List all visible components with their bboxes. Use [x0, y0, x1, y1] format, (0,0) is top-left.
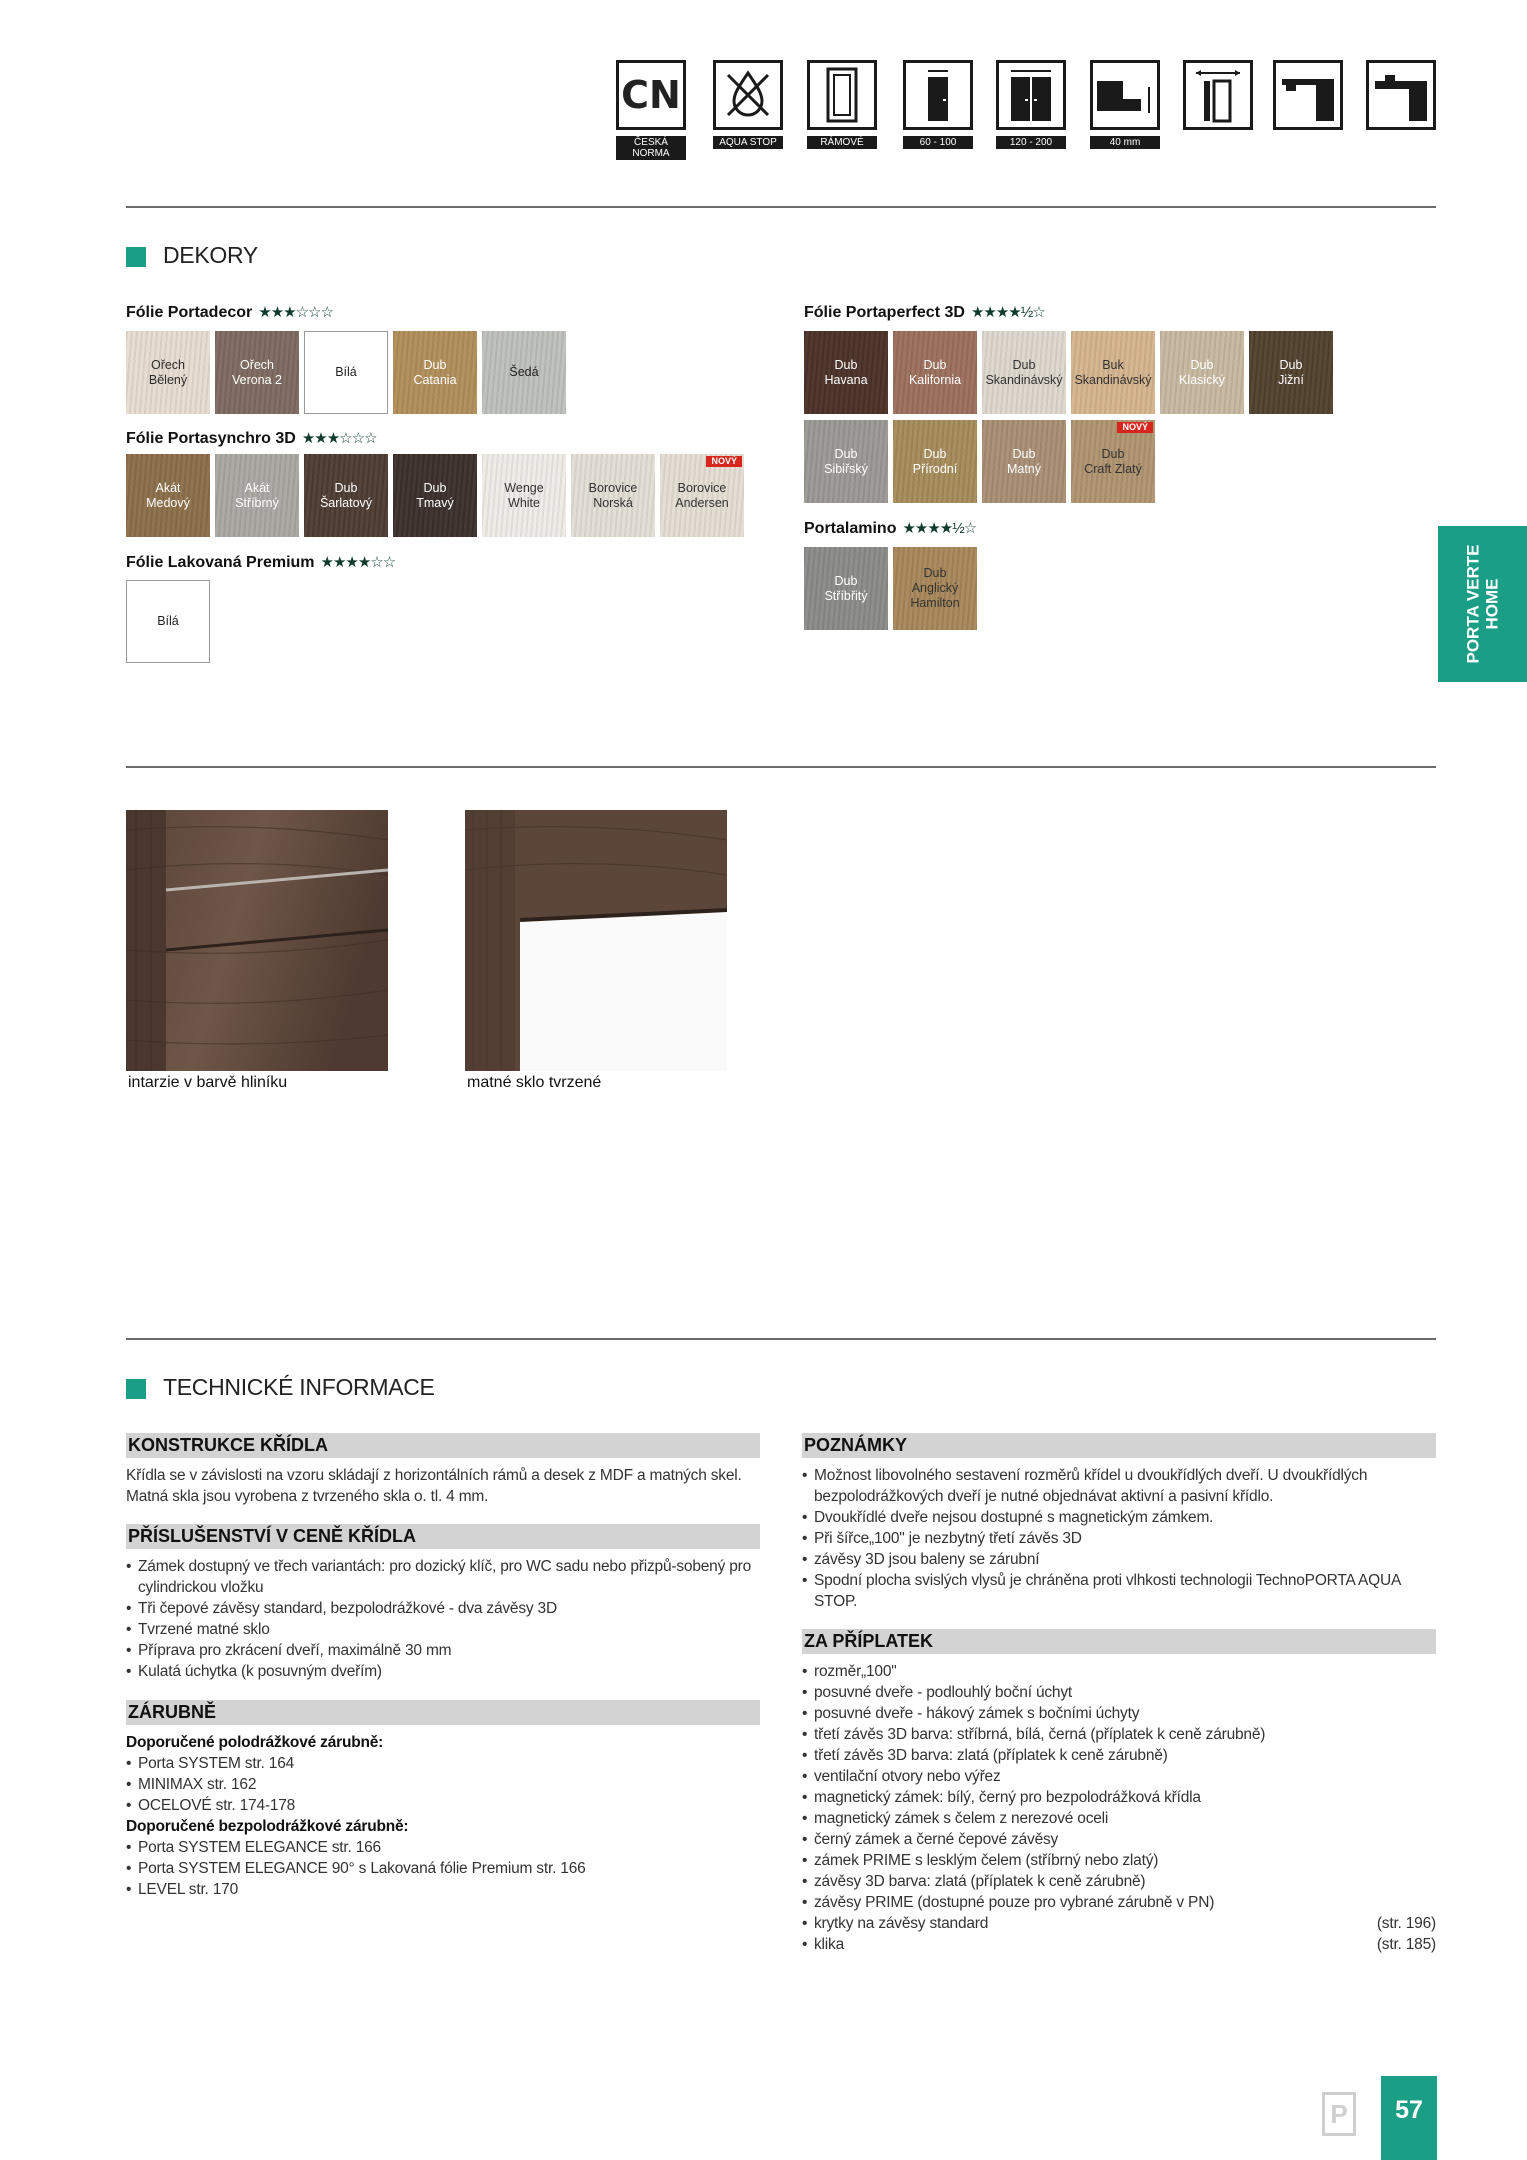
list-item: • Porta SYSTEM ELEGANCE 90° s Lakovaná fólie Premium str. 166: [126, 1858, 760, 1879]
swatch-lakovana-0: [126, 580, 210, 663]
list-item: • posuvné dveře - podlouhlý boční úchyt: [802, 1682, 1436, 1703]
list-item: • MINIMAX str. 162: [126, 1774, 760, 1795]
heading-priplatek: ZA PŘÍPLATEK: [802, 1629, 1436, 1654]
thickness-icon: [1090, 60, 1160, 130]
section-title-tech: TECHNICKÉ INFORMACE: [163, 1374, 435, 1400]
swatch-label: Dub Kalifornia: [908, 357, 962, 387]
swatch-portasynchro-2: [304, 454, 388, 537]
list-item: • zámek PRIME s lesklým čelem (stříbrný nebo zlatý): [802, 1850, 1436, 1871]
swatch-label: Dub Jižní: [1278, 357, 1304, 387]
prislusenstvi-list: [126, 1556, 760, 1682]
priplatek-list: [802, 1661, 1436, 1955]
swatch-portadecor-4: [482, 331, 566, 414]
swatch-label: Akát Stříbrný: [235, 480, 279, 510]
group-title-portadecor: Fólie Portadecor ★★★☆☆☆: [126, 304, 333, 321]
zarubne-list-1: [126, 1753, 760, 1816]
list-item: • Při šířce„100" je nezbytný třetí závěs 3D: [802, 1528, 1436, 1549]
swatch-label: Ořech Bělený: [148, 357, 188, 387]
swatch-portaperfect-4: [1160, 331, 1244, 414]
page-reference: (str. 185): [1376, 1936, 1436, 1953]
list-item: • LEVEL str. 170: [126, 1879, 760, 1900]
group-title-portaperfect: Fólie Portaperfect 3D ★★★★½☆: [804, 304, 1045, 321]
swatch-label: Dub Anglický Hamilton: [910, 566, 960, 610]
swatch-label: Akát Medový: [146, 480, 190, 510]
swatch-portasynchro-3: [393, 454, 477, 537]
list-item: • OCELOVÉ str. 174-178: [126, 1795, 760, 1816]
swatch-portaperfect-0: [804, 331, 888, 414]
new-badge: NOVÝ: [1117, 422, 1153, 433]
list-item: • Dvoukřídlé dveře nejsou dostupné s magnetickým zámkem.: [802, 1507, 1436, 1528]
swatch-label: Dub Catania: [413, 357, 457, 387]
rating-stars: ★★★☆☆☆: [301, 430, 377, 447]
rating-stars: ★★★★½☆: [970, 304, 1045, 321]
list-item: • Tvrzené matné sklo: [126, 1619, 760, 1640]
divider: [126, 206, 1436, 208]
swatch-label: Dub Matný: [1006, 446, 1042, 476]
side-tab: [1438, 526, 1527, 682]
frame-door-icon: [807, 60, 877, 130]
list-item-text: • krytky na závěsy standard: [814, 1915, 989, 1932]
heading-zarubne: ZÁRUBNĚ: [126, 1700, 760, 1725]
rebate-frame-icon: [1273, 60, 1343, 130]
rating-stars: ★★★★½☆: [902, 520, 977, 537]
list-item: • Tři čepové závěsy standard, bezpolodrážkové - dva závěsy 3D: [126, 1598, 760, 1619]
heading-poznamky: POZNÁMKY: [802, 1433, 1436, 1458]
cn-icon: CN: [616, 60, 686, 130]
list-item: • magnetický zámek s čelem z nerezové oceli: [802, 1808, 1436, 1829]
list-item: [802, 1934, 1436, 1955]
icon-caption: 40 mm: [1090, 136, 1160, 149]
swatch-portaperfect-7: [893, 420, 977, 503]
list-item: • Kulatá úchytka (k posuvným dveřím): [126, 1661, 760, 1682]
list-item: • magnetický zámek: bílý, černý pro bezpolodrážková křídla: [802, 1787, 1436, 1808]
list-item: • Zámek dostupný ve třech variantách: pro dozický klíč, pro WC sadu nebo přizpů-sobený pro cylindrickou vložku: [126, 1556, 760, 1598]
aqua-stop-icon: [713, 60, 783, 130]
swatch-portasynchro-0: [126, 454, 210, 537]
swatch-portalamino-1: [893, 547, 977, 630]
swatch-label: Ořech Verona 2: [231, 357, 283, 387]
icon-caption: 60 - 100: [903, 136, 973, 149]
heading-prislusenstvi: PŘÍSLUŠENSTVÍ V CENĚ KŘÍDLA: [126, 1524, 760, 1549]
swatch-label: Wenge White: [504, 480, 544, 510]
swatch-label: Dub Craft Zlatý: [1084, 446, 1142, 476]
list-item: • Porta SYSTEM str. 164: [126, 1753, 760, 1774]
new-badge: NOVÝ: [706, 456, 742, 467]
list-item: • závěsy 3D barva: zlatá (příplatek k ceně zárubně): [802, 1871, 1436, 1892]
swatch-label: Dub Havana: [824, 357, 868, 387]
list-item-text: • klika: [814, 1936, 845, 1953]
swatch-label: Buk Skandinávský: [1074, 357, 1152, 387]
photo-aluminium-inlay: [126, 810, 388, 1071]
section-marker: [126, 1379, 146, 1399]
swatch-label: Borovice Norská: [588, 480, 638, 510]
swatch-label: Borovice Andersen: [675, 480, 729, 510]
swatch-portadecor-3: [393, 331, 477, 414]
icon-caption: RÁMOVÉ: [807, 136, 877, 149]
rating-stars: ★★★☆☆☆: [258, 304, 333, 321]
list-item: • rozměr„100": [802, 1661, 1436, 1682]
swatch-portadecor-1: [215, 331, 299, 414]
porta-logo: P: [1322, 2092, 1356, 2136]
sliding-door-icon: [1183, 60, 1253, 130]
double-door-icon: [996, 60, 1066, 130]
konstrukce-text: Křídla se v závislosti na vzoru skládají z horizontálních rámů a desek z MDF a matných skel. Matná skla jsou vyrobena z tvrzeného skla o. tl. 4 mm.: [126, 1467, 742, 1505]
swatch-label: Dub Klasický: [1179, 357, 1225, 387]
zarubne-block: [126, 1732, 760, 1900]
swatch-label: Dub Skandinávský: [985, 357, 1063, 387]
swatch-label: Dub Stříbřitý: [824, 573, 868, 603]
list-item: [802, 1913, 1436, 1934]
flush-frame-icon: [1366, 60, 1436, 130]
swatch-portasynchro-4: [482, 454, 566, 537]
swatch-label: Dub Sibiřský: [824, 446, 868, 476]
swatch-portaperfect-6: [804, 420, 888, 503]
divider: [126, 1338, 1436, 1340]
photo-matte-glass: [465, 810, 727, 1071]
rating-stars: ★★★★☆☆: [320, 554, 396, 571]
single-door-icon: [903, 60, 973, 130]
swatch-label: Bílá: [157, 614, 179, 628]
list-item: • třetí závěs 3D barva: zlatá (příplatek k ceně zárubně): [802, 1745, 1436, 1766]
divider: [126, 766, 1436, 768]
group-title-portalamino: Portalamino ★★★★½☆: [804, 520, 977, 537]
photo-caption: matné sklo tvrzené: [467, 1074, 602, 1091]
icon-caption: 120 - 200: [996, 136, 1066, 149]
swatch-portasynchro-1: [215, 454, 299, 537]
list-item: • Spodní plocha svislých vlysů je chráněna proti vlhkosti technologii TechnoPORTA AQUA STOP.: [802, 1570, 1436, 1612]
swatch-portaperfect-2: [982, 331, 1066, 414]
list-item: • závěsy PRIME (dostupné pouze pro vybrané zárubně v PN): [802, 1892, 1436, 1913]
side-tab-label: PORTA VERTE HOME: [1463, 544, 1502, 664]
photo-caption: intarzie v barvě hliníku: [128, 1074, 288, 1091]
icon-caption: AQUA STOP: [713, 136, 783, 149]
list-item: • Porta SYSTEM ELEGANCE str. 166: [126, 1837, 760, 1858]
swatch-portaperfect-1: [893, 331, 977, 414]
zarubne-heading-2: Doporučené bezpolodrážkové zárubně:: [126, 1818, 409, 1835]
swatch-portaperfect-9: [1071, 420, 1155, 503]
swatch-label: Dub Šarlatový: [319, 480, 373, 510]
swatch-label: Dub Tmavý: [416, 480, 454, 510]
swatch-portaperfect-5: [1249, 331, 1333, 414]
list-item: • třetí závěs 3D barva: stříbrná, bílá, černá (příplatek k ceně zárubně): [802, 1724, 1436, 1745]
heading-konstrukce: KONSTRUKCE KŘÍDLA: [126, 1433, 760, 1458]
group-title-portasynchro: Fólie Portasynchro 3D ★★★☆☆☆: [126, 430, 377, 447]
swatch-portalamino-0: [804, 547, 888, 630]
swatch-label: Dub Přírodní: [912, 446, 958, 476]
page-reference: (str. 196): [1376, 1915, 1436, 1932]
zarubne-list-2: [126, 1837, 760, 1900]
list-item: • ventilační otvory nebo výřez: [802, 1766, 1436, 1787]
section-marker: [126, 247, 146, 267]
swatch-label: Bílá: [335, 365, 357, 379]
list-item: • černý zámek a černé čepové závěsy: [802, 1829, 1436, 1850]
list-item: • závěsy 3D jsou baleny se zárubní: [802, 1549, 1436, 1570]
swatch-portasynchro-5: [571, 454, 655, 537]
swatch-portaperfect-3: [1071, 331, 1155, 414]
swatch-label: Šedá: [509, 365, 539, 379]
swatch-portasynchro-6: [660, 454, 744, 537]
swatch-portadecor-0: [126, 331, 210, 414]
swatch-portaperfect-8: [982, 420, 1066, 503]
list-item: • posuvné dveře - hákový zámek s bočními úchyty: [802, 1703, 1436, 1724]
list-item: • Možnost libovolného sestavení rozměrů křídel u dvoukřídlých dveří. U dvoukřídlých bezpolodrážkových dveří je nutné objednávat aktivní a pasivní křídlo.: [802, 1465, 1436, 1507]
section-title-dekory: DEKORY: [163, 242, 258, 268]
zarubne-heading-1: Doporučené polodrážkové zárubně:: [126, 1734, 384, 1751]
icon-caption: ČESKÁ NORMA: [616, 136, 686, 160]
list-item: • Příprava pro zkrácení dveří, maximálně 30 mm: [126, 1640, 760, 1661]
group-title-lakovana: Fólie Lakovaná Premium ★★★★☆☆: [126, 554, 396, 571]
page-number: 57: [1381, 2076, 1437, 2160]
swatch-portadecor-2: [304, 331, 388, 414]
poznamky-list: [802, 1465, 1436, 1612]
